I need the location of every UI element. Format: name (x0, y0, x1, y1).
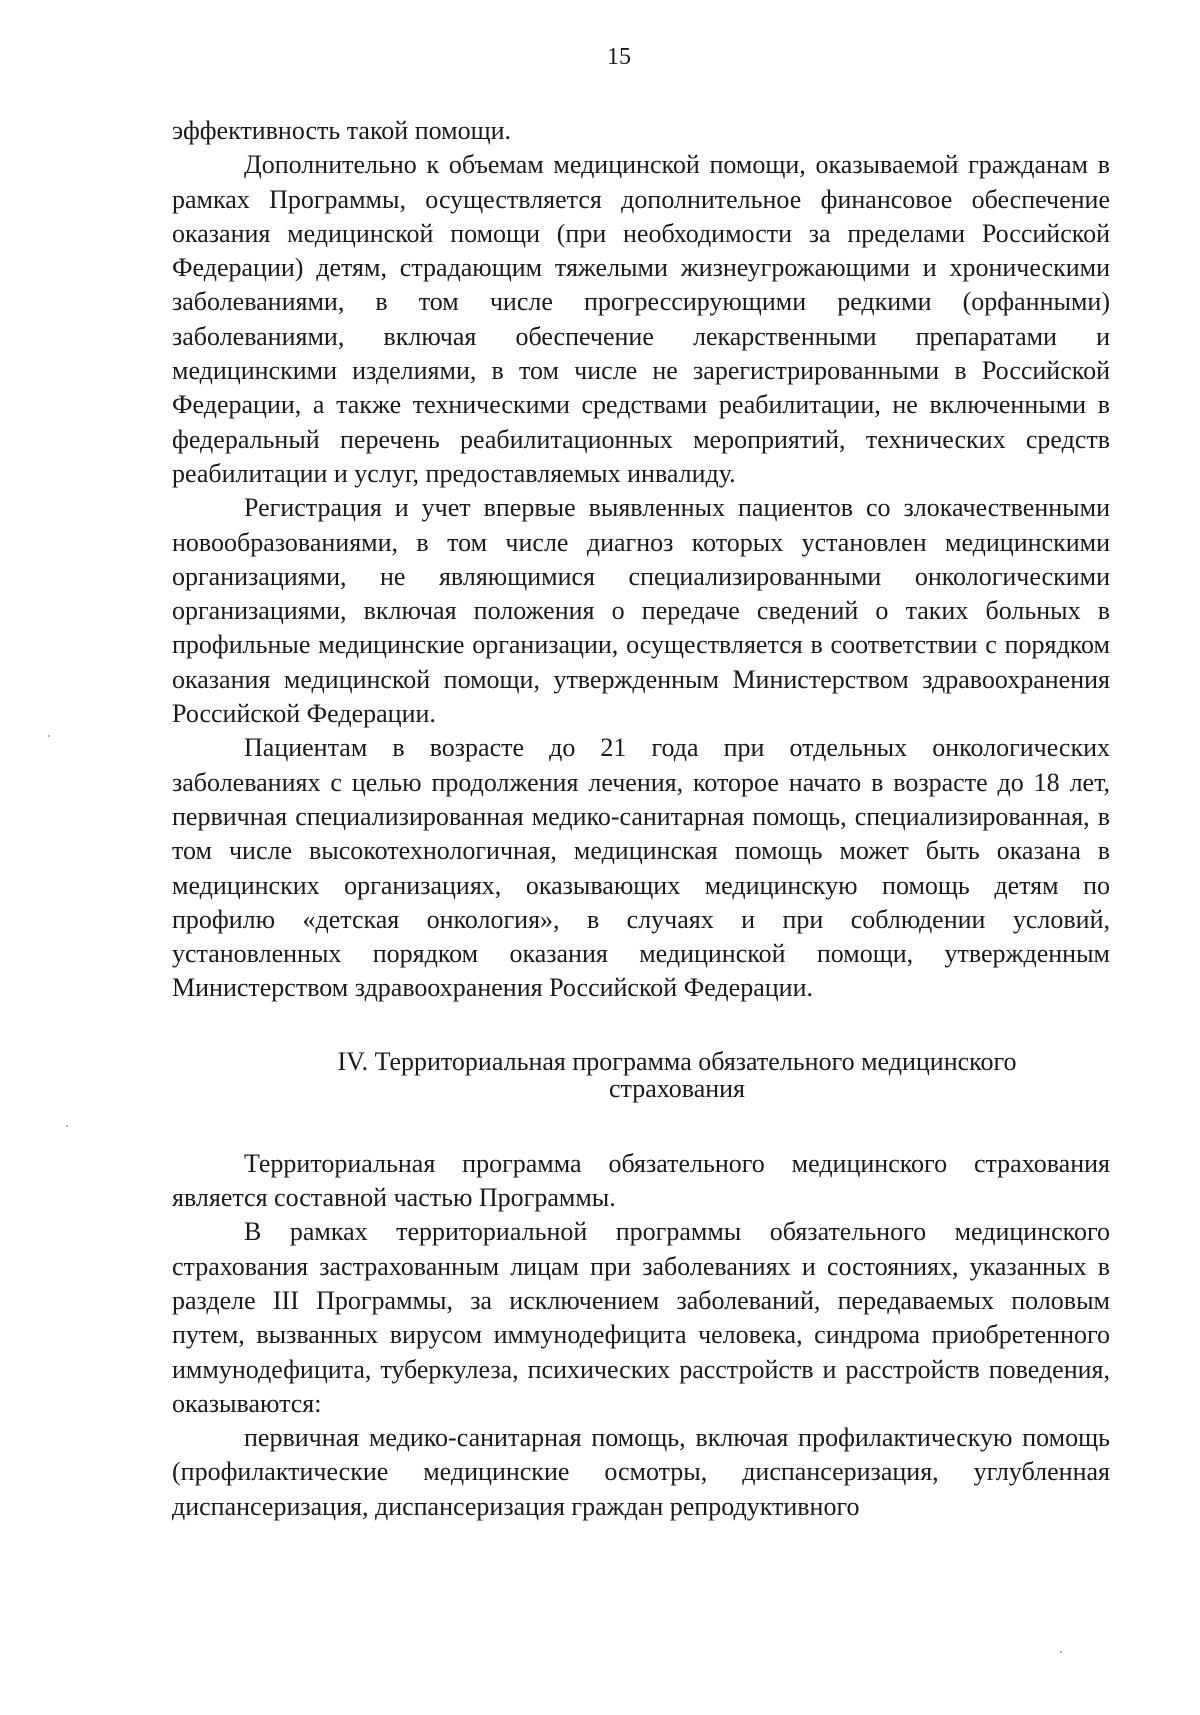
document-body (172, 114, 1110, 1524)
scan-speck (66, 1125, 68, 1127)
spacer (172, 1006, 1110, 1048)
page-number: 15 (607, 44, 631, 70)
spacer (172, 1102, 1110, 1147)
paragraph-additional-financing: Дополнительно к объемам медицинской помощи, оказываемой гражданам в рамках Программы, осуществляется дополнительное финансовое обеспечение оказания медицинской помощи (при необходимости за пределами Российской Федерации) детям, страдающим тяжелыми жизнеугрожающими и хроническими заболеваниями, в том числе прогрессирующими редкими (орфанными) заболеваниями, включая обеспечение лекарственными препаратами и медицинскими изделиями, в том числе не зарегистрированными в Российской Федерации, а также техническими средствами реабилитации, не включенными в федеральный перечень реабилитационных мероприятий, технических средств реабилитации и услуг, предоставляемых инвалиду. (172, 150, 1110, 488)
section-heading-line-2: страхования (608, 1073, 746, 1103)
paragraph-patients-under-21: Пациентам в возрасте до 21 года при отдельных онкологических заболеваниях с целью продолжения лечения, которое начато в возрасте до 18 лет, первичная специализированная медико-санитарная помощь, специализированная, в том числе высокотехнологичная, медицинская помощь может быть оказана в медицинских организациях, оказывающих медицинскую помощь детям по профилю «детская онкология», в случаях и при соблюдении условий, установленных порядком оказания медицинской помощи, утвержденным Министерством здравоохранения Российской Федерации. (172, 733, 1110, 1003)
paragraph-within-program: В рамках территориальной программы обязательного медицинского страхования застрахованным лицам при заболеваниях и состояниях, указанных в разделе III Программы, за исключением заболеваний, передаваемых половым путем, вызванных вирусом иммунодефицита человека, синдрома приобретенного иммунодефицита, туберкулеза, психических расстройств и расстройств поведения, оказываются: (172, 1217, 1110, 1418)
paragraph-oncology-registration: Регистрация и учет впервые выявленных пациентов со злокачественными новообразованиями, в том числе диагноз которых установлен медицинскими организациями, не являющимися специализированными онкологическими организациями, включая положения о передаче сведений о таких больных в профильные медицинские организации, осуществляется в соответствии с порядком оказания медицинской помощи, утвержденным Министерством здравоохранения Российской Федерации. (172, 493, 1110, 729)
section-heading-line-1: IV. Территориальная программа обязательного медицинского (337, 1046, 1017, 1076)
scan-speck (1060, 1651, 1062, 1653)
paragraph-territorial-program: Территориальная программа обязательного медицинского страхования является составной частью Программы. (172, 1148, 1110, 1213)
paragraph-primary-care: первичная медико-санитарная помощь, включая профилактическую помощь (профилактические медицинские осмотры, диспансеризация, углубленная диспансеризация, диспансеризация граждан репродуктивного (172, 1423, 1110, 1521)
section-heading (172, 1048, 1110, 1102)
scan-speck (48, 735, 50, 737)
paragraph-continuation: эффективность такой помощи. (172, 116, 512, 145)
